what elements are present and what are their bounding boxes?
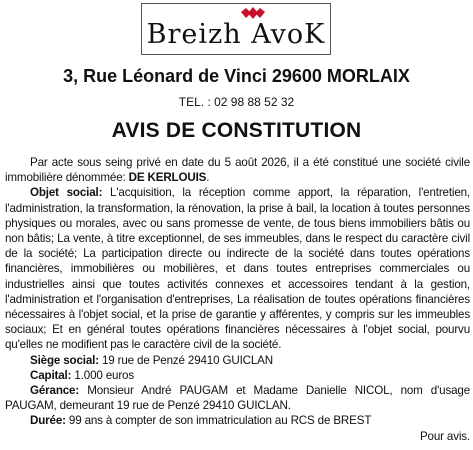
notice-title: AVIS DE CONSTITUTION [111, 119, 362, 142]
duree-text: 99 ans à compter de son immatriculation au RCS de BREST [65, 414, 372, 428]
objet-text: L'acquisition, la réception comme apport, la réparation, l'entretien, l'administration, la transformation, la rénovation, la prise à bail, la location à toutes personnes physiques ou morales, avec ou sans promesse de vente, de tous biens immobiliers bâtis ou non bâtis; La vente, à titre exceptionnel, de ses immeubles, dans le respect du caractère civil de la société; La participation directe ou indirecte de la société dans toutes opérations financières, immobilières ou mobilières, et dans toutes entreprises commerciales ou industrielles ainsi que toutes activités connexes et accessoires tendant à la gestion, l'administration et l'organisation d'entreprises, La réalisation de toutes opérations financières nécessaires à l'objet social, et la prise de garantie y afférentes, y compris sur les immeubles sociaux; Et en général toutes opérations financières nécessaires à l'objet social, pourvu qu'elles ne modifient pas le caractère civil de la société. [5, 186, 470, 352]
siege-text: 19 rue de Penzé 29410 GUICLAN [98, 353, 273, 367]
duree-paragraph [5, 413, 470, 428]
company-name: DE KERLOUIS [128, 171, 207, 185]
gerance-text: Monsieur André PAUGAM et Madame Danielle NICOL, nom d'usage PAUGAM, demeurant 19 rue de Penzé 29410 GUICLAN. [5, 384, 470, 413]
objet-paragraph [5, 185, 470, 352]
siege-paragraph [5, 353, 470, 368]
brand-logo [141, 3, 331, 55]
intro-paragraph [5, 155, 470, 185]
company-phone: TEL. : 02 98 88 52 32 [178, 95, 295, 109]
intro-end: . [206, 171, 210, 185]
gerance-label: Gérance: [30, 384, 80, 398]
duree-label: Durée: [30, 414, 66, 428]
capital-label: Capital: [30, 368, 72, 382]
capital-paragraph [5, 368, 470, 383]
objet-label: Objet social: [30, 186, 103, 200]
logo-text: Breizh AvoK [146, 19, 326, 50]
signature: Pour avis. [419, 429, 470, 443]
capital-text: 1.000 euros [71, 368, 134, 382]
siege-label: Siège social: [30, 353, 99, 367]
gerance-paragraph [5, 383, 470, 413]
notice-body [5, 155, 470, 444]
company-address: 3, Rue Léonard de Vinci 29600 MORLAIX [63, 66, 410, 86]
intro-text: Par acte sous seing privé en date du 5 août 2026, il a été constitué une société civile immobilière dénommée: [5, 156, 470, 185]
